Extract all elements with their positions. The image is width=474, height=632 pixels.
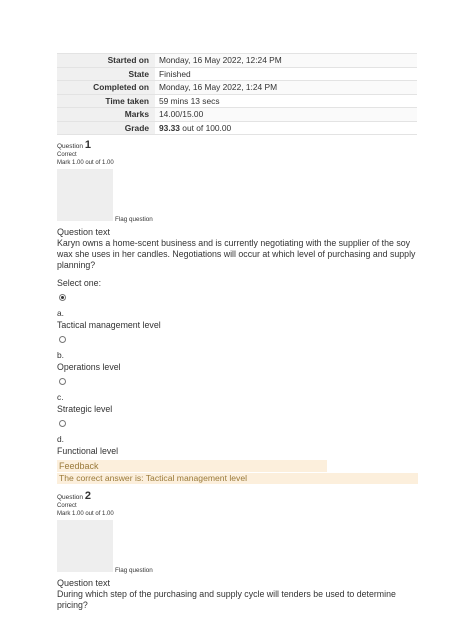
summary-label: Completed on: [57, 81, 155, 95]
radio-button[interactable]: [59, 378, 66, 385]
summary-row-marks: [57, 108, 417, 122]
question-heading: [57, 141, 417, 151]
option-b[interactable]: [57, 330, 417, 372]
summary-value: 59 mins 13 secs: [155, 94, 417, 108]
option-letter: b.: [57, 350, 64, 360]
summary-value: Monday, 16 May 2022, 12:24 PM: [155, 54, 417, 68]
option-letter: a.: [57, 308, 64, 318]
option-text: Operations level: [57, 362, 121, 372]
option-text: Functional level: [57, 446, 119, 456]
summary-label: Started on: [57, 54, 155, 68]
question-number: 2: [84, 490, 91, 502]
question-text: During which step of the purchasing and supply cycle will tenders be used to determine pricing?: [57, 589, 396, 610]
summary-row-grade: [57, 121, 417, 135]
option-d[interactable]: [57, 414, 417, 456]
option-text: Tactical management level: [57, 320, 161, 330]
grade-suffix: out of 100.00: [179, 122, 232, 133]
question-status: Correct: [57, 152, 77, 158]
radio-button[interactable]: [59, 420, 66, 427]
question-prefix: Question: [57, 143, 84, 150]
summary-value: 14.00/15.00: [155, 108, 417, 122]
feedback-section: [57, 460, 417, 484]
summary-row-completed: [57, 81, 417, 95]
question-text-label: Question text: [57, 227, 111, 237]
summary-label: Marks: [57, 108, 155, 122]
summary-row-state: [57, 67, 417, 81]
summary-label: Time taken: [57, 94, 155, 108]
option-text: Strategic level: [57, 404, 113, 414]
correct-answer-text: The correct answer is: Tactical management level: [57, 473, 418, 484]
option-letter: c.: [57, 392, 64, 402]
summary-label: Grade: [57, 121, 155, 135]
summary-value: [155, 121, 417, 135]
question-2: [57, 492, 417, 611]
summary-value: Finished: [155, 67, 417, 81]
radio-button[interactable]: [59, 336, 66, 343]
option-a[interactable]: [57, 288, 417, 330]
select-one-label: Select one:: [57, 278, 102, 288]
summary-value: Monday, 16 May 2022, 1:24 PM: [155, 81, 417, 95]
feedback-title: Feedback: [57, 460, 327, 472]
question-mark: Mark 1.00 out of 1.00: [57, 160, 114, 166]
flag-question-row[interactable]: [57, 169, 417, 221]
flag-icon[interactable]: [57, 520, 113, 572]
option-letter: d.: [57, 434, 64, 444]
question-status: Correct: [57, 503, 77, 509]
flag-icon[interactable]: [57, 169, 113, 221]
flag-question-link[interactable]: Flag question: [115, 567, 153, 574]
question-1: [57, 141, 417, 484]
summary-label: State: [57, 67, 155, 81]
question-heading: [57, 492, 417, 502]
option-c[interactable]: [57, 372, 417, 414]
flag-question-link[interactable]: Flag question: [115, 216, 153, 223]
question-number: 1: [84, 139, 91, 151]
grade-score: 93.33: [159, 122, 180, 133]
summary-row-time-taken: [57, 94, 417, 108]
question-prefix: Question: [57, 494, 84, 501]
question-mark: Mark 1.00 out of 1.00: [57, 511, 114, 517]
flag-question-row[interactable]: [57, 520, 417, 572]
question-text-label: Question text: [57, 578, 111, 588]
radio-button-checked[interactable]: [59, 294, 66, 301]
answer-options: [57, 288, 417, 456]
summary-row-started: [57, 54, 417, 68]
quiz-review-page: [57, 53, 417, 611]
attempt-summary-table: [57, 53, 417, 135]
question-text: Karyn owns a home-scent business and is currently negotiating with the supplier of the soy wax she uses in her candles. Negotiations will occur at which level of purchasing and supply planning?: [57, 238, 416, 270]
